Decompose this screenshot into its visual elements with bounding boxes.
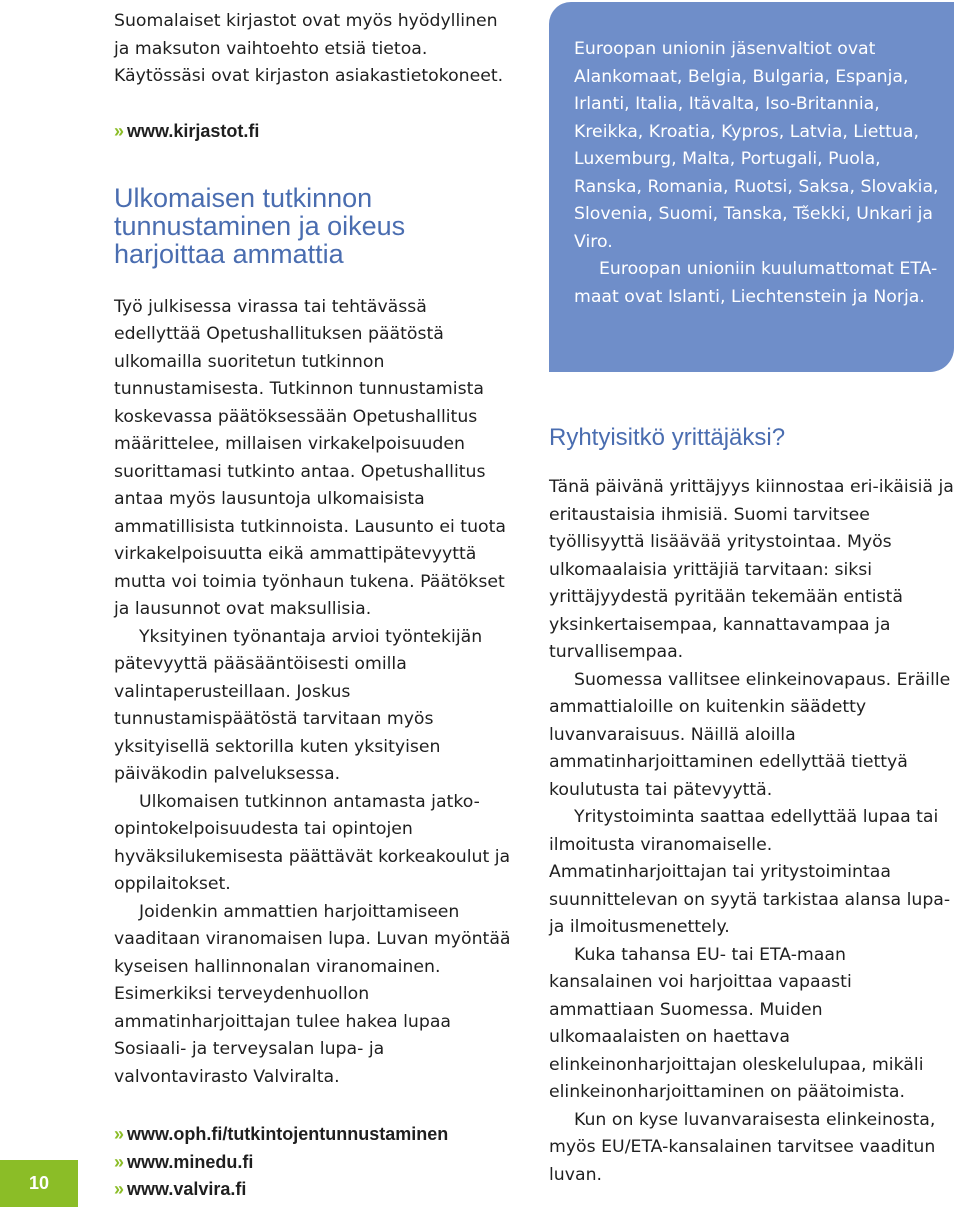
page-number: 10 xyxy=(0,1160,78,1207)
box-paragraph: Euroopan unionin jäsenvaltiot ovat Alankomaat, Belgia, Bulgaria, Espanja, Irlanti, Italia, Itävalta, Iso-Britannia, Kreikka, Kroatia, Kypros, Latvia, Liettua, Luxemburg, Malta, Portugali, Puola, Ranska, Romania, Ruotsi, Saksa, Slovakia, Slovenia, Suomi, Tanska, Tšekki, Unkari ja Viro. xyxy=(574,39,939,252)
left-column xyxy=(114,8,514,1204)
paragraph: Yksityinen työnantaja arvioi työntekijän pätevyyttä pääsääntöisesti omilla valintaperusteillaan. Joskus tunnustamispäätöstä tarvitaan myös yksityisellä sektorilla kuten yksityisen päiväkodin palveluksessa. xyxy=(114,626,483,784)
paragraph: Yritystoiminta saattaa edellyttää lupaa tai ilmoitusta viranomaiselle. Ammatinharjoittajan tai yritystoimintaa suunnittelevan on syytä tarkistaa alansa lupa- ja ilmoitusmenettely. xyxy=(549,807,951,937)
chevron-right-icon: ›› xyxy=(114,1124,122,1144)
paragraph: Suomessa vallitsee elinkeinovapaus. Eräille ammattialoille on kuitenkin säädetty luvanvaraisuus. Näillä aloilla ammatinharjoittaminen edellyttää tiettyä koulutusta tai pätevyyttä. xyxy=(549,669,951,800)
paragraph: Ulkomaisen tutkinnon antamasta jatko-opintokelpoisuudesta tai opintojen hyväksilukemisesta päättävät korkeakoulut ja oppilaitokset. xyxy=(114,791,511,894)
intro-paragraph: Suomalaiset kirjastot ovat myös hyödyllinen ja maksuton vaihtoehto etsiä tietoa. Käytössäsi ovat kirjaston asiakastietokoneet. xyxy=(114,11,504,86)
chevron-right-icon: ›› xyxy=(114,1151,122,1172)
paragraph: Kuka tahansa EU- tai ETA-maan kansalainen voi harjoittaa vapaasti ammattiaan Suomessa. Muiden ulkomaalaisten on haettava elinkeinonharjoittajan oleskelulupaa, mikäli elinkeinonharjoittaminen on päätoimista. xyxy=(549,944,924,1102)
paragraph: Tänä päivänä yrittäjyys kiinnostaa eri-ikäisiä ja eritaustaisia ihmisiä. Suomi tarvitsee työllisyyttä lisäävää yritystointaa. Myös ulkomaalaisia yrittäjiä tarvitaan: siksi yrittäjyydestä pyritään tekemään entistä yksinkertaisempaa, kannattavampaa ja turvallisempaa. xyxy=(549,477,954,662)
paragraph: Työ julkisessa virassa tai tehtävässä edellyttää Opetushallituksen päätöstä ulkomailla suoritetun tutkinnon tunnustamisesta. Tutkinnon tunnustamista koskevassa päätöksessään Opetushallitus määrittelee, millaisen virkakelpoisuuden suorittamasi tutkinto antaa. Opetushallitus antaa myös lausuntoja ulkomaisista ammatillisista tutkinnoista. Lausunto ei tuota virkakelpoisuutta eikä ammattipätevyyttä mutta voi toimia työnhaun tukena. Päätökset ja lausunnot ovat maksullisia. xyxy=(114,296,506,619)
paragraph: Joidenkin ammattien harjoittamiseen vaaditaan viranomaisen lupa. Luvan myöntää kyseisen hallinnonalan viranomainen. Esimerkiksi terveydenhuollon ammatinharjoittajan tulee hakea lupaa Sosiaali- ja terveysalan lupa- ja valvontavirasto Valviralta. xyxy=(114,901,511,1087)
section-heading-yrittaja: Ryhtyisitkö yrittäjäksi? xyxy=(549,424,786,451)
link-kirjastot[interactable]: ›› www.kirjastot.fi xyxy=(114,121,260,141)
right-column xyxy=(549,422,954,1189)
section-heading-tunnustaminen: Ulkomaisen tutkinnon tunnustaminen ja oikeus harjoittaa ammattia xyxy=(114,182,406,269)
chevron-right-icon: ›› xyxy=(114,121,122,141)
link-oph[interactable]: ›› www.oph.fi/tutkintojentunnustaminen xyxy=(114,1124,449,1144)
eu-member-states-box xyxy=(549,2,954,372)
link-valvira[interactable]: ›› www.valvira.fi xyxy=(114,1179,247,1199)
link-minedu[interactable]: ›› www.minedu.fi xyxy=(114,1151,254,1172)
paragraph: Kun on kyse luvanvaraisesta elinkeinosta, myös EU/ETA-kansalainen tarvitsee vaaditun luvan. xyxy=(549,1109,936,1185)
box-paragraph: Euroopan unioniin kuulumattomat ETA-maat ovat Islanti, Liechtenstein ja Norja. xyxy=(574,259,938,307)
chevron-right-icon: ›› xyxy=(114,1179,122,1199)
